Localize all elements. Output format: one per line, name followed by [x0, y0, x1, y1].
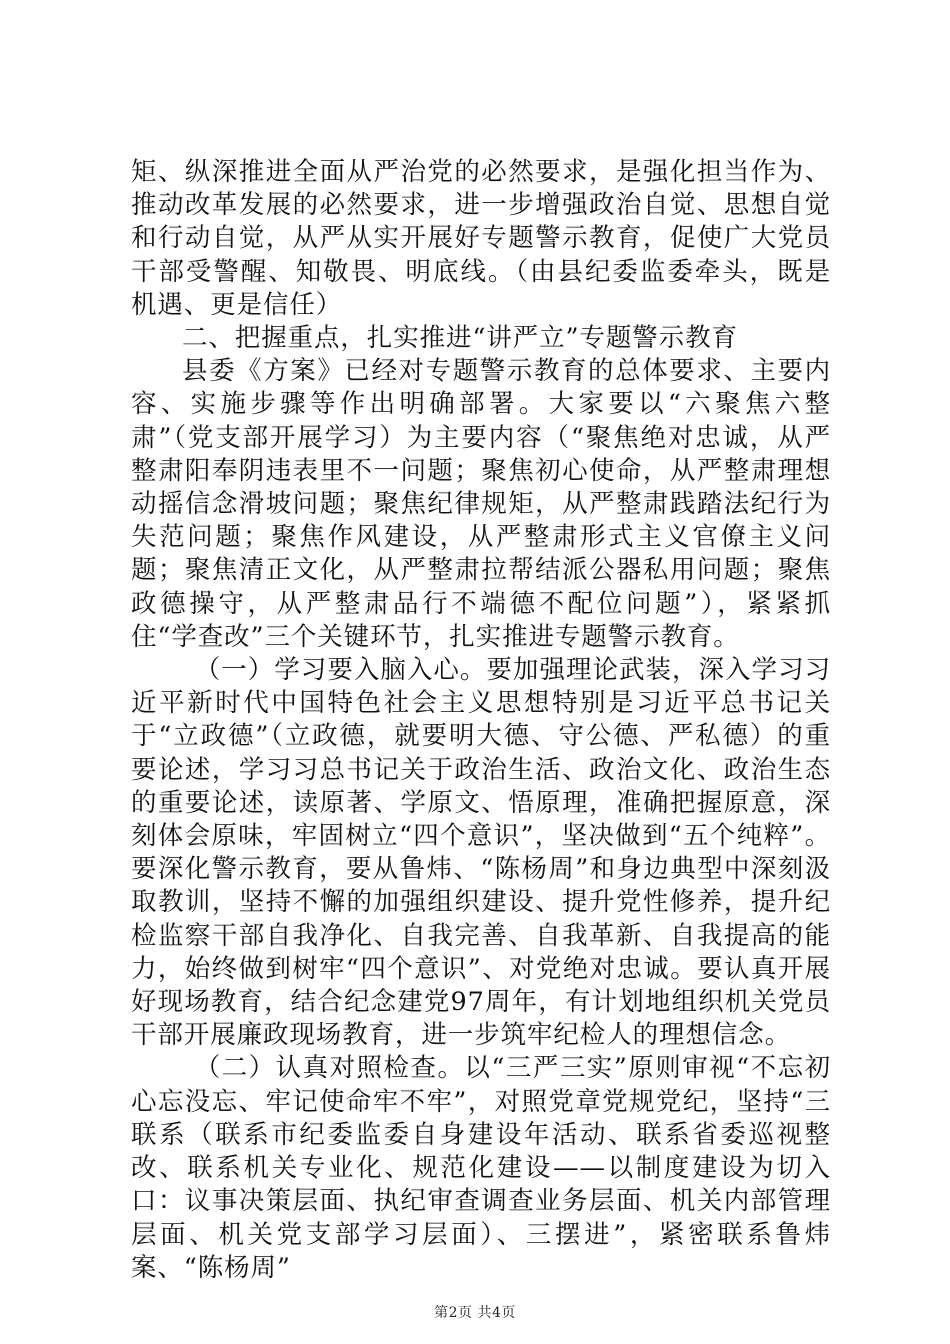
paragraph: （二）认真对照检查。以“三严三实”原则审视“不忘初心忘没忘、牢记使命牢不牢”，对照党章党规党纪，坚持“三联系（联系市纪委监委自身建设年活动、联系省委巡视整改、联系机关专业化、规范化建设——以制度建设为切入口：议事决策层面、执纪审查调查业务层面、机关内部管理层面、机关党支部学习层面）、三摆进”，紧密联系鲁炜案、“陈杨周”: [131, 1053, 831, 1283]
paragraph: （一）学习要入脑入心。要加强理论武装，深入学习习近平新时代中国特色社会主义思想特别是习近平总书记关于“立政德”（立政德，就要明大德、守公德、严私德）的重要论述，学习习总书记关于政治生活、政治文化、政治生态的重要论述，读原著、学原文、悟原理，准确把握原意，深刻体会原味，牢固树立“四个意识”，坚决做到“五个纯粹”。要深化警示教育，要从鲁炜、“陈杨周”和身边典型中深刻汲取教训，坚持不懈的加强组织建设、提升党性修养，提升纪检监察干部自我净化、自我完善、自我革新、自我提高的能力，始终做到树牢“四个意识”、对党绝对忠诚。要认真开展好现场教育，结合纪念建党97周年，有计划地组织机关党员干部开展廉政现场教育，进一步筑牢纪检人的理想信念。: [131, 655, 831, 1051]
section-heading: 二、把握重点，扎实推进“讲严立”专题警示教育: [182, 323, 738, 354]
page-footer: 第2页 共4页: [434, 1305, 516, 1321]
document-body: [131, 156, 831, 1285]
paragraph: 县委《方案》已经对专题警示教育的总体要求、主要内容、实施步骤等作出明确部署。大家要以“六聚焦六整肃”（党支部开展学习）为主要内容（“聚焦绝对忠诚，从严整肃阳奉阴违表里不一问题；聚焦初心使命，从严整肃理想动摇信念滑坡问题；聚焦纪律规矩，从严整肃践踏法纪行为失范问题；聚焦作风建设，从严整肃形式主义官僚主义问题；聚焦清正文化，从严整肃拉帮结派公器私用问题；聚焦政德操守，从严整肃品行不端德不配位问题”），紧紧抓住“学查改”三个关键环节，扎实推进专题警示教育。: [131, 356, 831, 652]
paragraph-continuation: 矩、纵深推进全面从严治党的必然要求，是强化担当作为、推动改革发展的必然要求，进一步增强政治自觉、思想自觉和行动自觉，从严从实开展好专题警示教育，促使广大党员干部受警醒、知敬畏、明底线。（由县纪委监委牵头，既是机遇、更是信任）: [131, 157, 831, 320]
